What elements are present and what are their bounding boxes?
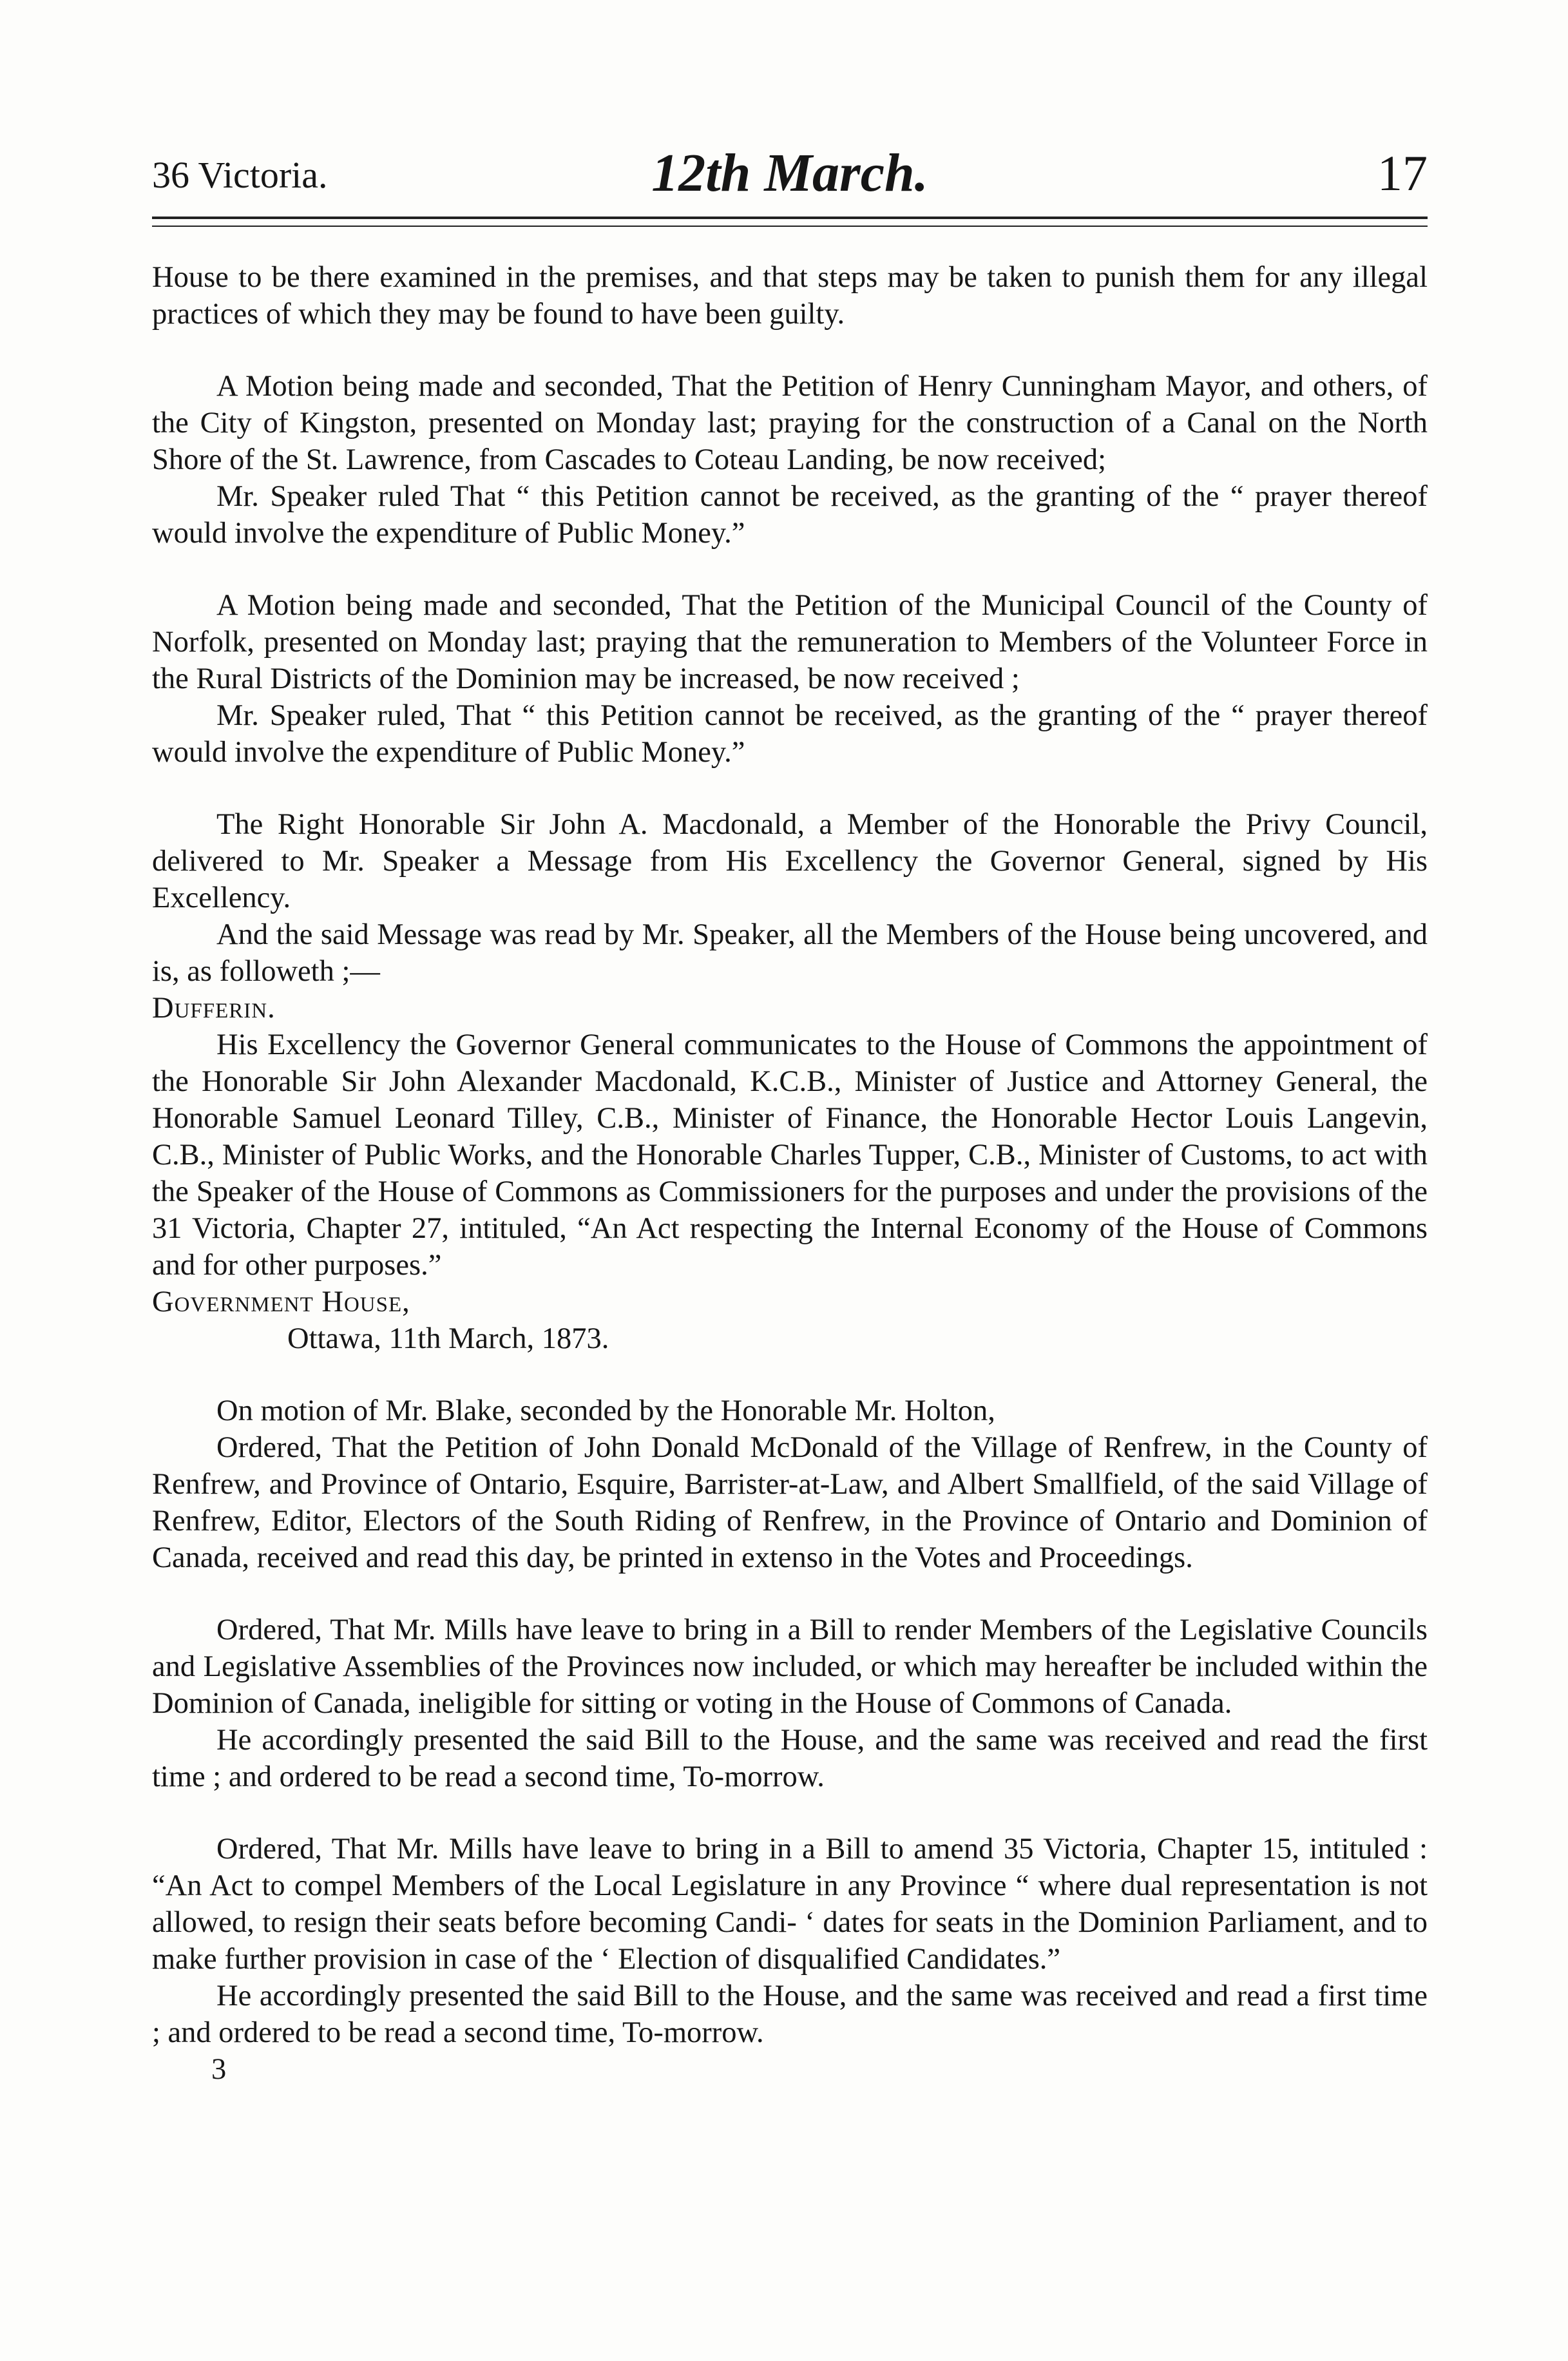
printer-signature-mark: 3 [211, 2053, 227, 2086]
paragraph-message-delivered: The Right Honorable Sir John A. Macdonald, a Member of the Honorable the Privy Council, delivered to Mr. Speaker a Message from His Excellency the Governor General, signed by His Excellency. [152, 808, 1428, 914]
paragraph-motion-norfolk-petition: A Motion being made and seconded, That the Petition of the Municipal Council of the County of Norfolk, presented on Monday last; praying that the remuneration to Members of the Volunteer Force in the Rural Districts of the Dominion may be increased, be now received ; [152, 589, 1428, 695]
paragraph-continued: House to be there examined in the premises, and that steps may be taken to punish them for any illegal practices of which they may be found to have been guilty. [152, 261, 1428, 331]
header-rule-thin [152, 226, 1428, 227]
message-address-line-1: Government House, [152, 1286, 410, 1318]
paragraph-order-mills-bill-2: Ordered, That Mr. Mills have leave to bring in a Bill to amend 35 Victoria, Chapter 15, intituled : “An Act to compel Members of the Local Legislature in any Province “ where dual representation is not allowed, to resign their seats before becoming Candi- ‘ dates for seats in the Dominion Parliament, and to make further provision in case of the ‘ Election of disqualified Candidates.” [152, 1833, 1428, 1976]
page-number: 17 [1377, 145, 1428, 201]
message-signature: Dufferin. [152, 992, 276, 1025]
paragraph-message-read: And the said Message was read by Mr. Speaker, all the Members of the House being uncovered, and is, as followeth ;— [152, 918, 1428, 988]
paragraph-motion-blake: On motion of Mr. Blake, seconded by the Honorable Mr. Holton, [216, 1394, 995, 1427]
journal-body [152, 259, 1428, 2088]
paragraph-speaker-ruling-2: Mr. Speaker ruled, That “ this Petition cannot be received, as the granting of the “ prayer thereof would involve the expenditure of Public Money.” [152, 699, 1428, 769]
journal-page [152, 129, 1428, 2088]
paragraph-motion-kingston-petition: A Motion being made and seconded, That the Petition of Henry Cunningham Mayor, and others, of the City of Kingston, presented on Monday last; praying for the construction of a Canal on the North Shore of the St. Lawrence, from Cascades to Coteau Landing, be now received; [152, 370, 1428, 476]
message-address-line-2: Ottawa, 11th March, 1873. [287, 1322, 609, 1355]
paragraph-order-renfrew-petition: Ordered, That the Petition of John Donald McDonald of the Village of Renfrew, in the County of Renfrew, and Province of Ontario, Esquire, Barrister-at-Law, and Albert Smallfield, of the said Village of Renfrew, Editor, Electors of the South Riding of Renfrew, in the Province of Ontario and Dominion of Canada, received and read this day, be printed in extenso in the Votes and Proceedings. [152, 1431, 1428, 1574]
paragraph-bill-2-first-reading: He accordingly presented the said Bill to the House, and the same was received and read a first time ; and ordered to be read a second time, To-morrow. [152, 1980, 1428, 2049]
paragraph-message-text: His Excellency the Governor General communicates to the House of Commons the appointment of the Honorable Sir John Alexander Macdonald, K.C.B., Minister of Justice and Attorney General, the Honorable Samuel Leonard Tilley, C.B., Minister of Finance, the Honorable Hector Louis Langevin, C.B., Minister of Public Works, and the Honorable Charles Tupper, C.B., Minister of Customs, to act with the Speaker of the House of Commons as Commissioners for the purposes and under the provisions of the 31 Victoria, Chapter 27, intituled, “An Act respecting the Internal Economy of the House of Commons and for other purposes.” [152, 1028, 1428, 1282]
running-header [152, 129, 1428, 213]
paragraph-speaker-ruling-1: Mr. Speaker ruled That “ this Petition cannot be received, as the granting of the “ prayer thereof would involve the expenditure of Public Money.” [152, 480, 1428, 550]
paragraph-bill-1-first-reading: He accordingly presented the said Bill to the House, and the same was received and read the first time ; and ordered to be read a second time, To-morrow. [152, 1724, 1428, 1793]
paragraph-order-mills-bill-1: Ordered, That Mr. Mills have leave to bring in a Bill to render Members of the Legislative Councils and Legislative Assemblies of the Provinces now included, or which may hereafter be included within the Dominion of Canada, ineligible for sitting or voting in the House of Commons of Canada. [152, 1614, 1428, 1720]
page-date: 12th March. [651, 143, 928, 203]
session-label: 36 Victoria. [152, 154, 328, 196]
header-rule-thick [152, 217, 1428, 219]
